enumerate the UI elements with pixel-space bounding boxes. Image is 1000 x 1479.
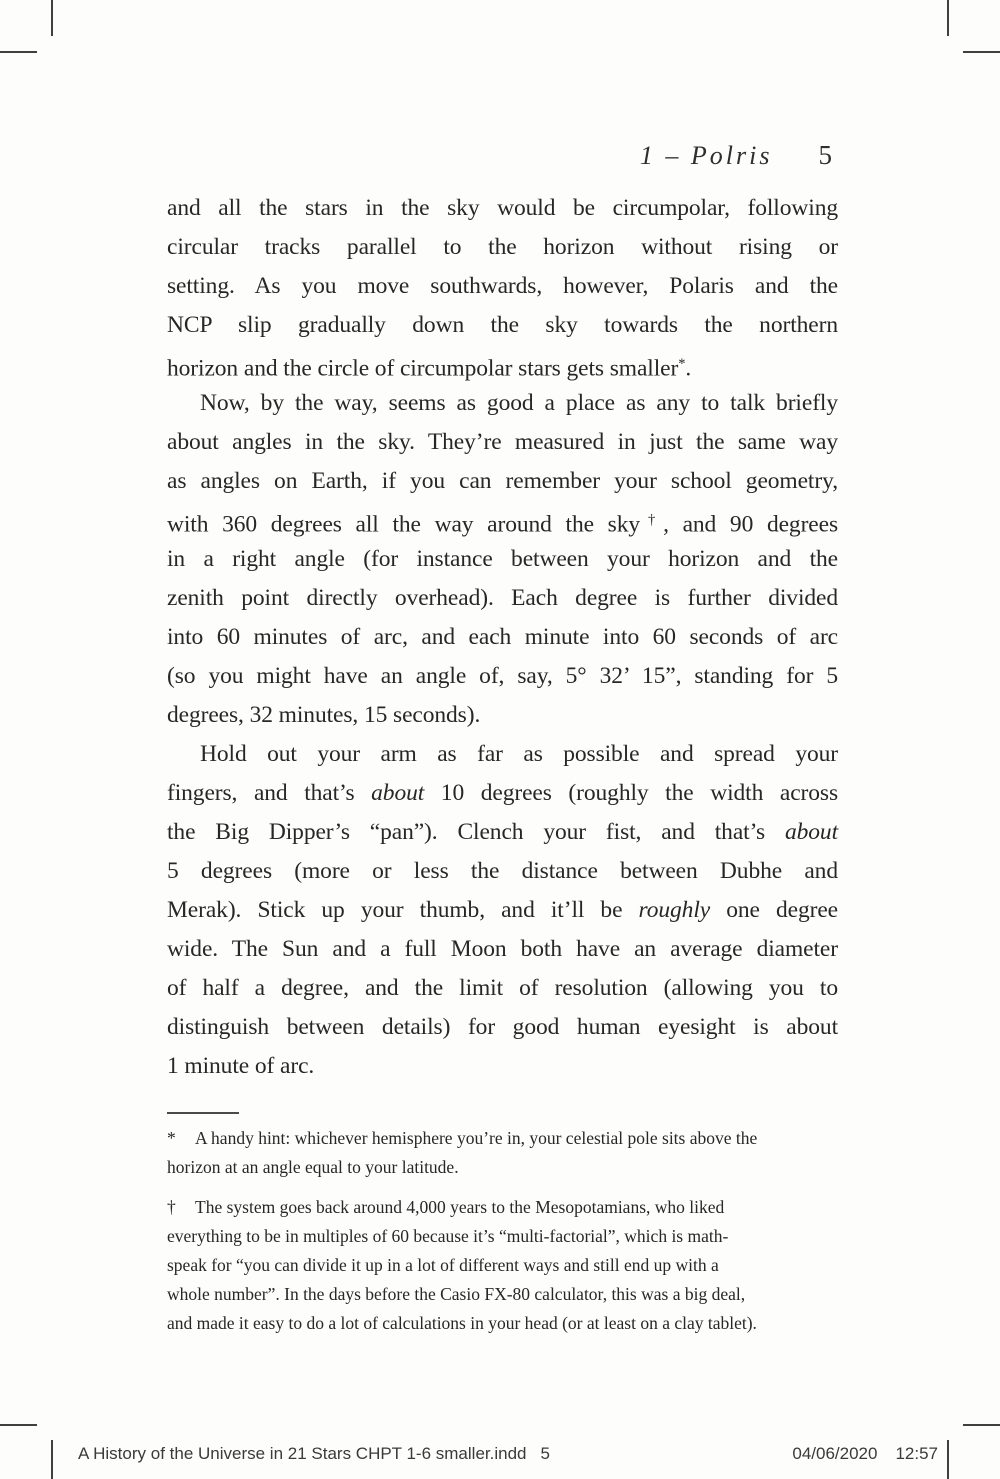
footnote-line: everything to be in multiples of 60 because it’s “multi-factorial”, which is math- [167, 1226, 729, 1246]
body-line: of half a degree, and the limit of resolution (allowing you to [167, 975, 838, 1001]
slug-footer [0, 1444, 1000, 1468]
footnote [167, 1193, 838, 1338]
body-line: into 60 minutes of arc, and each minute into 60 seconds of arc [167, 624, 838, 650]
body-line: with 360 degrees all the way around the sky†, and 90 degrees [167, 511, 839, 538]
slug-date: 04/06/2020 [792, 1444, 878, 1463]
footnotes [167, 1124, 838, 1349]
running-head [167, 140, 838, 176]
crop-mark-top-left-vertical [51, 0, 53, 36]
footnote-reference-mark: † [640, 512, 664, 528]
slug-right [792, 1444, 938, 1464]
body-line: Now, by the way, seems as good a place as any to talk briefly [200, 390, 838, 416]
chapter-title: 1 – Polris [639, 141, 773, 170]
body-line: Merak). Stick up your thumb, and it’ll be roughly one degree [167, 897, 839, 923]
crop-mark-bottom-right-horizontal [963, 1424, 1000, 1426]
body-line: about angles in the sky. They’re measured in just the same way [167, 429, 838, 455]
body-text [167, 189, 838, 1086]
crop-mark-top-left-horizontal [0, 51, 37, 53]
body-line: the Big Dipper’s “pan”). Clench your fist, and that’s about [167, 819, 838, 845]
footnote-line: and made it easy to do a lot of calculations in your head (or at least on a clay tablet). [167, 1313, 757, 1333]
page-number: 5 [818, 140, 832, 170]
footnote-line: whole number”. In the days before the Casio FX-80 calculator, this was a big deal, [167, 1284, 746, 1304]
footnote-reference-mark: * [678, 356, 686, 372]
footnote-line: * A handy hint: whichever hemisphere you’re in, your celestial pole sits above the [167, 1124, 838, 1153]
body-line: setting. As you move southwards, however, Polaris and the [167, 273, 838, 299]
body-line: Hold out your arm as far as possible and spread your [200, 741, 838, 767]
body-line: circular tracks parallel to the horizon without rising or [167, 234, 838, 260]
footnote-marker: * [167, 1128, 176, 1148]
body-line: fingers, and that’s about 10 degrees (roughly the width across [167, 780, 838, 806]
slug-page-ref: 5 [540, 1444, 550, 1463]
footnote-marker: † [167, 1197, 176, 1217]
body-line: (so you might have an angle of, say, 5° 32’ 15”, standing for 5 [167, 663, 838, 689]
emphasized-text: roughly [638, 897, 711, 923]
body-line: horizon and the circle of circumpolar stars gets smaller*. [167, 355, 692, 382]
crop-mark-top-right-vertical [947, 0, 949, 36]
body-line: degrees, 32 minutes, 15 seconds). [167, 702, 481, 728]
body-line: zenith point directly overhead). Each degree is further divided [167, 585, 838, 611]
body-line: and all the stars in the sky would be circumpolar, following [167, 195, 838, 221]
body-line: as angles on Earth, if you can remember your school geometry, [167, 468, 838, 494]
crop-mark-top-right-horizontal [963, 51, 1000, 53]
footnote-line: † The system goes back around 4,000 years to the Mesopotamians, who liked [167, 1193, 838, 1222]
emphasized-text: about [371, 780, 425, 806]
footnote-line: horizon at an angle equal to your latitude. [167, 1157, 459, 1177]
body-line: in a right angle (for instance between your horizon and the [167, 546, 838, 572]
emphasized-text: about [784, 819, 838, 845]
footnote-rule [167, 1112, 239, 1114]
slug-document-name: A History of the Universe in 21 Stars CHPT 1-6 smaller.indd [78, 1444, 527, 1463]
body-line: distinguish between details) for good human eyesight is about [167, 1014, 838, 1040]
slug-time: 12:57 [895, 1444, 938, 1463]
body-line: wide. The Sun and a full Moon both have an average diameter [167, 936, 838, 962]
footnote-line: speak for “you can divide it up in a lot of different ways and still end up with a [167, 1255, 719, 1275]
footnote [167, 1124, 838, 1182]
slug-left [78, 1444, 550, 1464]
body-line: NCP slip gradually down the sky towards the northern [167, 312, 838, 338]
body-line: 1 minute of arc. [167, 1053, 315, 1079]
crop-mark-bottom-left-horizontal [0, 1424, 37, 1426]
body-line: 5 degrees (more or less the distance between Dubhe and [167, 858, 838, 884]
